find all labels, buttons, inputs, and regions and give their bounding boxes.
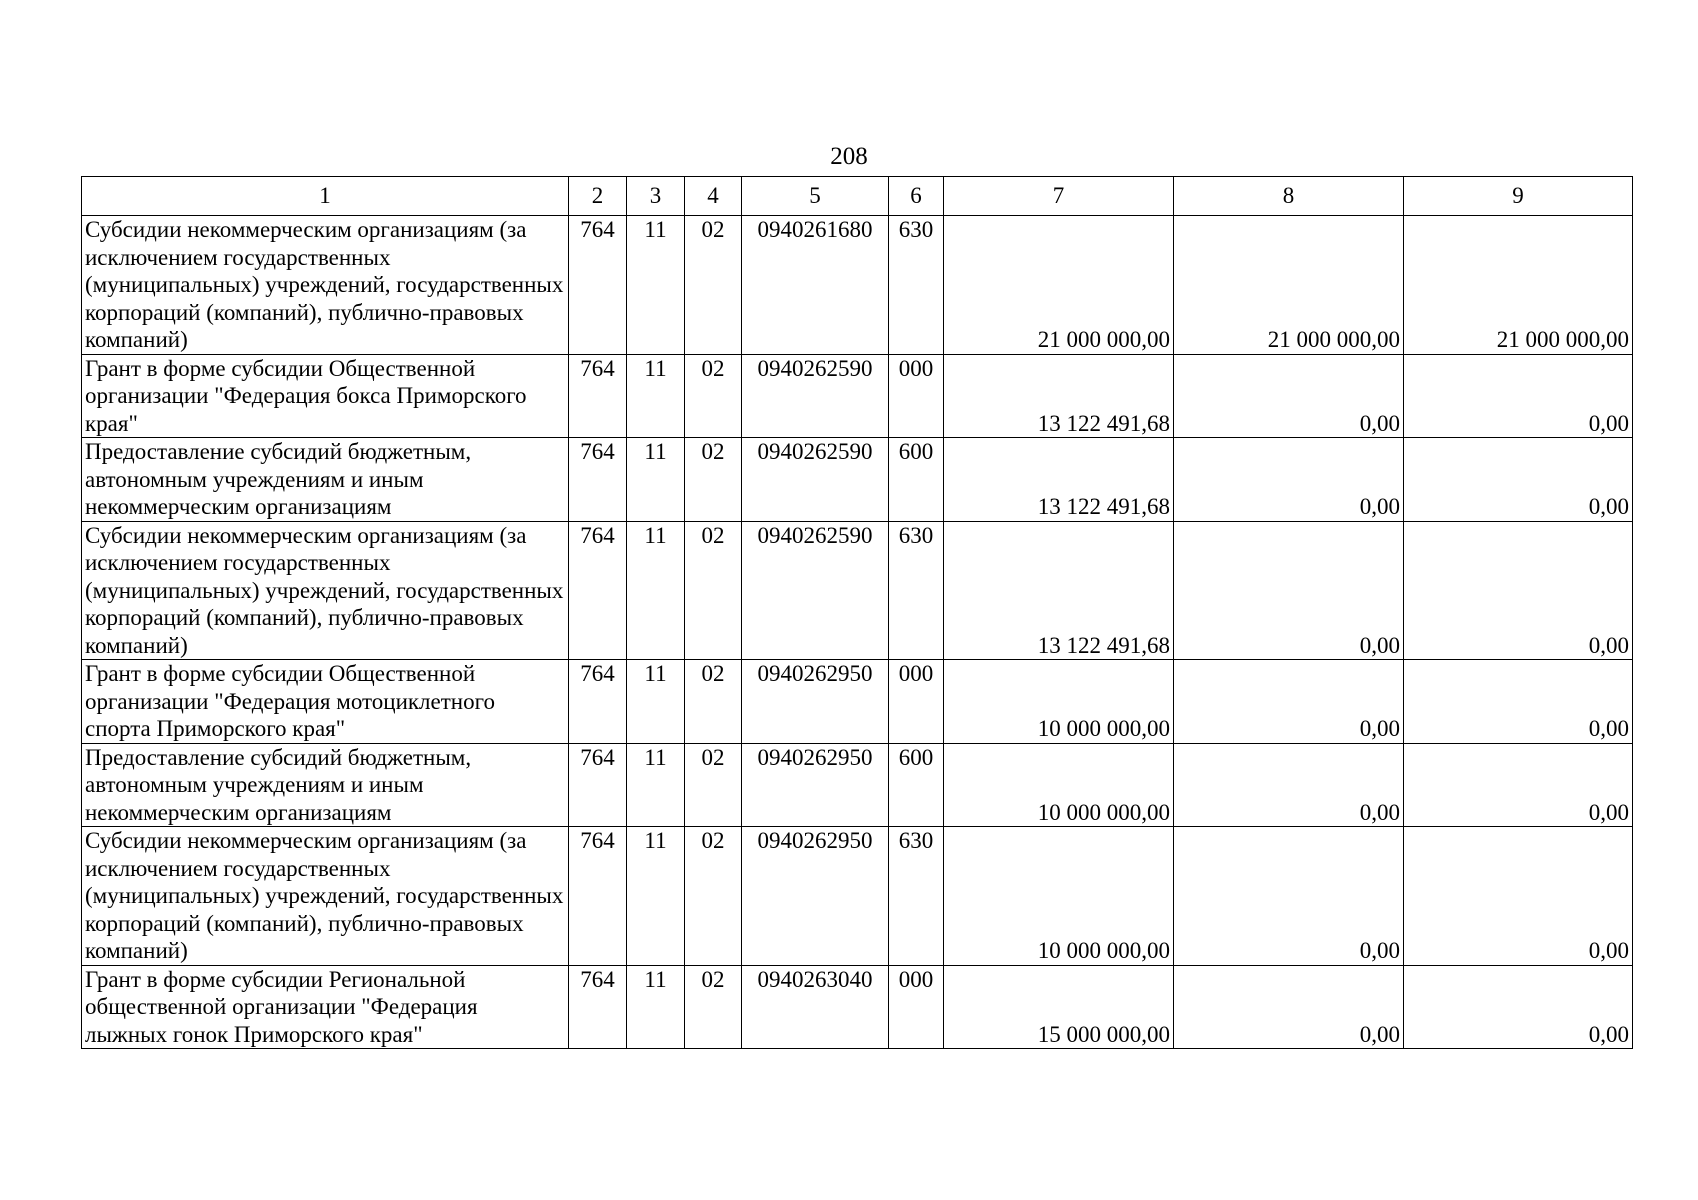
amount-col9: 0,00	[1404, 438, 1633, 522]
amount-col7: 13 122 491,68	[944, 354, 1174, 438]
ministry-code: 764	[569, 743, 627, 827]
section-code: 11	[627, 827, 685, 966]
row-description: Грант в форме субсидии Общественной организации "Федерация мотоциклетного спорта Приморского края"	[82, 660, 569, 744]
amount-col9: 0,00	[1404, 965, 1633, 1049]
table-row	[82, 438, 1633, 522]
subsection-code: 02	[685, 965, 742, 1049]
header-cell: 4	[685, 177, 742, 216]
ministry-code: 764	[569, 827, 627, 966]
row-description: Предоставление субсидий бюджетным, автономным учреждениям и иным некоммерческим организациям	[82, 743, 569, 827]
header-cell: 8	[1174, 177, 1404, 216]
expense-type-code: 000	[889, 354, 944, 438]
amount-col9: 0,00	[1404, 743, 1633, 827]
section-code: 11	[627, 965, 685, 1049]
subsection-code: 02	[685, 660, 742, 744]
table-row	[82, 743, 1633, 827]
section-code: 11	[627, 438, 685, 522]
amount-col8: 0,00	[1174, 965, 1404, 1049]
header-cell: 1	[82, 177, 569, 216]
target-article-code: 0940263040	[742, 965, 889, 1049]
target-article-code: 0940262950	[742, 827, 889, 966]
amount-col8: 0,00	[1174, 354, 1404, 438]
amount-col8: 0,00	[1174, 660, 1404, 744]
table-row	[82, 660, 1633, 744]
expense-type-code: 630	[889, 216, 944, 355]
section-code: 11	[627, 660, 685, 744]
table-row	[82, 354, 1633, 438]
section-code: 11	[627, 521, 685, 660]
ministry-code: 764	[569, 965, 627, 1049]
expense-type-code: 600	[889, 438, 944, 522]
header-cell: 2	[569, 177, 627, 216]
table-row	[82, 216, 1633, 355]
ministry-code: 764	[569, 354, 627, 438]
ministry-code: 764	[569, 438, 627, 522]
header-cell: 7	[944, 177, 1174, 216]
expense-type-code: 630	[889, 521, 944, 660]
target-article-code: 0940262950	[742, 660, 889, 744]
row-description: Субсидии некоммерческим организациям (за исключением государственных (муниципальных) учреждений, государственных корпораций (компаний), публично-правовых компаний)	[82, 827, 569, 966]
amount-col8: 0,00	[1174, 743, 1404, 827]
amount-col9: 0,00	[1404, 521, 1633, 660]
subsection-code: 02	[685, 521, 742, 660]
table-row	[82, 965, 1633, 1049]
amount-col9: 0,00	[1404, 660, 1633, 744]
amount-col8: 0,00	[1174, 827, 1404, 966]
row-description: Субсидии некоммерческим организациям (за исключением государственных (муниципальных) учреждений, государственных корпораций (компаний), публично-правовых компаний)	[82, 521, 569, 660]
table-row	[82, 521, 1633, 660]
target-article-code: 0940262590	[742, 354, 889, 438]
row-description: Грант в форме субсидии Общественной организации "Федерация бокса Приморского края"	[82, 354, 569, 438]
expense-type-code: 000	[889, 965, 944, 1049]
amount-col7: 10 000 000,00	[944, 743, 1174, 827]
amount-col9: 0,00	[1404, 827, 1633, 966]
budget-table	[81, 176, 1633, 1049]
header-cell: 9	[1404, 177, 1633, 216]
page-number: 208	[830, 143, 868, 170]
ministry-code: 764	[569, 216, 627, 355]
amount-col8: 0,00	[1174, 438, 1404, 522]
amount-col8: 0,00	[1174, 521, 1404, 660]
amount-col9: 21 000 000,00	[1404, 216, 1633, 355]
subsection-code: 02	[685, 216, 742, 355]
section-code: 11	[627, 743, 685, 827]
amount-col7: 10 000 000,00	[944, 827, 1174, 966]
expense-type-code: 630	[889, 827, 944, 966]
ministry-code: 764	[569, 521, 627, 660]
header-cell: 6	[889, 177, 944, 216]
row-description: Субсидии некоммерческим организациям (за исключением государственных (муниципальных) учреждений, государственных корпораций (компаний), публично-правовых компаний)	[82, 216, 569, 355]
row-description: Предоставление субсидий бюджетным, автономным учреждениям и иным некоммерческим организациям	[82, 438, 569, 522]
subsection-code: 02	[685, 827, 742, 966]
header-row	[82, 177, 1633, 216]
amount-col7: 13 122 491,68	[944, 438, 1174, 522]
subsection-code: 02	[685, 438, 742, 522]
amount-col7: 13 122 491,68	[944, 521, 1174, 660]
target-article-code: 0940262590	[742, 521, 889, 660]
section-code: 11	[627, 354, 685, 438]
expense-type-code: 600	[889, 743, 944, 827]
target-article-code: 0940262590	[742, 438, 889, 522]
table-row	[82, 827, 1633, 966]
amount-col7: 10 000 000,00	[944, 660, 1174, 744]
amount-col7: 21 000 000,00	[944, 216, 1174, 355]
header-cell: 5	[742, 177, 889, 216]
ministry-code: 764	[569, 660, 627, 744]
subsection-code: 02	[685, 354, 742, 438]
section-code: 11	[627, 216, 685, 355]
expense-type-code: 000	[889, 660, 944, 744]
amount-col8: 21 000 000,00	[1174, 216, 1404, 355]
amount-col7: 15 000 000,00	[944, 965, 1174, 1049]
subsection-code: 02	[685, 743, 742, 827]
target-article-code: 0940262950	[742, 743, 889, 827]
row-description: Грант в форме субсидии Региональной общественной организации "Федерация лыжных гонок Приморского края"	[82, 965, 569, 1049]
header-cell: 3	[627, 177, 685, 216]
amount-col9: 0,00	[1404, 354, 1633, 438]
target-article-code: 0940261680	[742, 216, 889, 355]
